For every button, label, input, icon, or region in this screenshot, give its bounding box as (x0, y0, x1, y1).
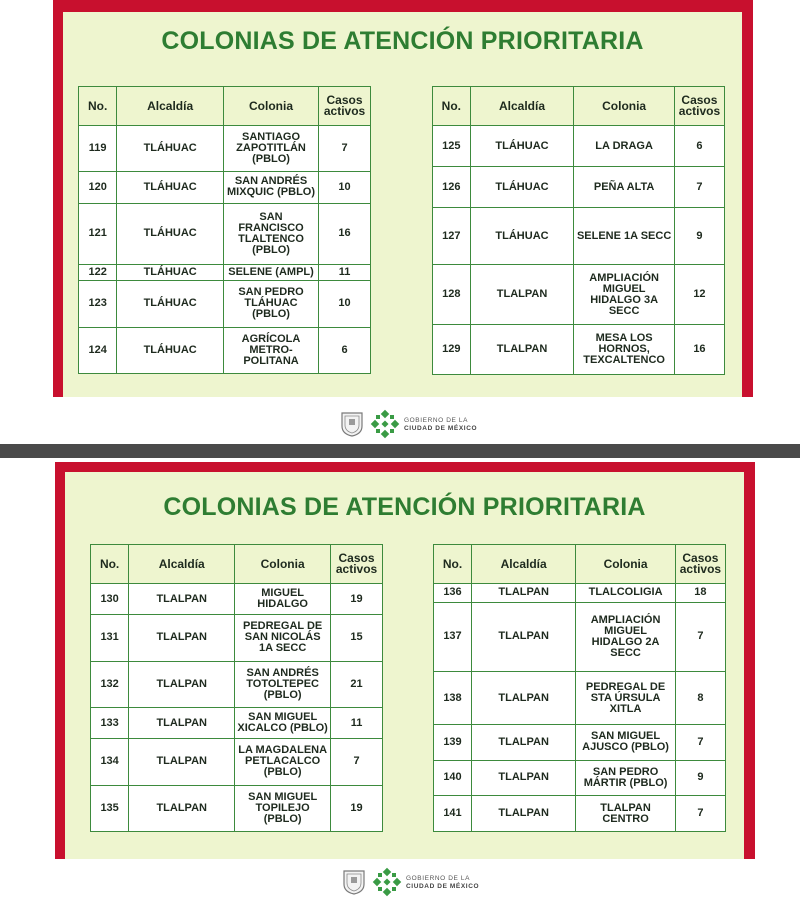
slide-frame (55, 462, 755, 859)
table-row (79, 264, 371, 280)
header-alcaldia: Alcaldía (117, 87, 224, 126)
table-row (79, 281, 371, 327)
cell-casos: 16 (319, 203, 371, 264)
slide-title: COLONIAS DE ATENCIÓN PRIORITARIA (163, 493, 646, 521)
cell-colonia: SAN PEDRO MÁRTIR (PBLO) (576, 760, 676, 796)
table-right (432, 86, 725, 375)
cell-no: 132 (91, 661, 129, 707)
table-header-row (434, 545, 726, 584)
cell-casos: 16 (674, 325, 724, 375)
cdmx-logo-icon (372, 867, 402, 897)
header-colonia: Colonia (574, 87, 675, 126)
table-left (90, 544, 383, 832)
table-header-row (433, 87, 725, 126)
cell-casos: 7 (675, 796, 725, 832)
table-row (434, 584, 726, 603)
header-no: No. (79, 87, 117, 126)
footer-logos (0, 863, 800, 903)
header-no: No. (433, 87, 471, 126)
table-row (79, 172, 371, 203)
cell-no: 138 (434, 672, 472, 725)
header-casos: Casos activos (331, 545, 383, 584)
cell-alcaldia: TLÁHUAC (470, 126, 574, 167)
table-row (433, 126, 725, 167)
table-row (91, 739, 383, 785)
cell-casos: 12 (674, 265, 724, 325)
document-page-1 (0, 0, 800, 444)
cell-colonia: MIGUEL HIDALGO (235, 584, 331, 615)
cell-alcaldia: TLÁHUAC (117, 327, 224, 373)
wordmark-line-2: CIUDAD DE MÉXICO (404, 424, 478, 432)
cell-casos: 6 (319, 327, 371, 373)
cell-colonia: SAN PEDRO TLÁHUAC (PBLO) (223, 281, 318, 327)
cell-casos: 9 (675, 760, 725, 796)
cell-casos: 19 (331, 785, 383, 831)
cell-colonia: MESA LOS HORNOS, TEXCALTENCO (574, 325, 675, 375)
table-row (91, 615, 383, 661)
cell-alcaldia: TLALPAN (129, 584, 235, 615)
cell-no: 129 (433, 325, 471, 375)
table-row (79, 327, 371, 373)
cell-casos: 21 (331, 661, 383, 707)
cell-colonia: AMPLIACIÓN MIGUEL HIDALGO 2A SECC (576, 602, 676, 672)
cell-colonia: SAN FRANCISCO TLALTENCO (PBLO) (223, 203, 318, 264)
cell-no: 120 (79, 172, 117, 203)
table-row (433, 167, 725, 208)
cell-no: 119 (79, 126, 117, 172)
coat-of-arms-icon (340, 411, 364, 437)
document-page-2 (0, 458, 800, 903)
cell-alcaldia: TLALPAN (470, 265, 574, 325)
slide-panel (65, 472, 744, 859)
cell-no: 137 (434, 602, 472, 672)
cell-casos: 8 (675, 672, 725, 725)
cell-colonia: LA MAGDALENA PETLACALCO (PBLO) (235, 739, 331, 785)
cell-no: 130 (91, 584, 129, 615)
slide-panel (63, 12, 742, 397)
cell-no: 125 (433, 126, 471, 167)
cell-alcaldia: TLALPAN (129, 615, 235, 661)
table-row (79, 203, 371, 264)
cell-no: 127 (433, 208, 471, 265)
cell-alcaldia: TLÁHUAC (117, 264, 224, 280)
government-wordmark (406, 875, 479, 890)
header-casos: Casos activos (674, 87, 724, 126)
table-row (433, 265, 725, 325)
cell-casos: 6 (674, 126, 724, 167)
coat-of-arms-icon (342, 869, 366, 895)
cell-alcaldia: TLÁHUAC (470, 208, 574, 265)
header-colonia: Colonia (223, 87, 318, 126)
cell-alcaldia: TLALPAN (472, 602, 576, 672)
table-row (91, 707, 383, 738)
cell-casos: 7 (674, 167, 724, 208)
cell-alcaldia: TLALPAN (472, 584, 576, 603)
table-row (433, 325, 725, 375)
table-row (433, 208, 725, 265)
cell-no: 136 (434, 584, 472, 603)
government-wordmark (404, 417, 477, 432)
table-row (434, 602, 726, 672)
table-left (78, 86, 371, 374)
cell-colonia: PEÑA ALTA (574, 167, 675, 208)
cell-colonia: SAN ANDRÉS TOTOLTEPEC (PBLO) (235, 661, 331, 707)
cell-casos: 7 (319, 126, 371, 172)
table-row (91, 584, 383, 615)
table-row (434, 672, 726, 725)
cell-casos: 7 (331, 739, 383, 785)
header-no: No. (434, 545, 472, 584)
cell-colonia: TLALCOLIGIA (576, 584, 676, 603)
cell-colonia: TLALPAN CENTRO (576, 796, 676, 832)
wordmark-line-1: GOBIERNO DE LA (406, 875, 471, 882)
cell-alcaldia: TLALPAN (472, 760, 576, 796)
cell-colonia: AGRÍCOLA METRO-POLITANA (223, 327, 318, 373)
cell-no: 121 (79, 203, 117, 264)
slide-frame (53, 0, 753, 397)
header-alcaldia: Alcaldía (470, 87, 574, 126)
cell-alcaldia: TLALPAN (472, 725, 576, 761)
cell-colonia: LA DRAGA (574, 126, 675, 167)
cell-colonia: SAN ANDRÉS MIXQUIC (PBLO) (223, 172, 318, 203)
cell-casos: 19 (331, 584, 383, 615)
cell-colonia: SELENE (AMPL) (223, 264, 318, 280)
cell-no: 133 (91, 707, 129, 738)
header-alcaldia: Alcaldía (472, 545, 576, 584)
cell-no: 122 (79, 264, 117, 280)
cell-casos: 15 (331, 615, 383, 661)
header-casos: Casos activos (319, 87, 371, 126)
table-row (91, 785, 383, 831)
cell-no: 140 (434, 760, 472, 796)
table-row (79, 126, 371, 172)
cell-colonia: SAN MIGUEL AJUSCO (PBLO) (576, 725, 676, 761)
cell-no: 128 (433, 265, 471, 325)
cell-casos: 10 (319, 281, 371, 327)
wordmark-line-2: CIUDAD DE MÉXICO (406, 882, 480, 890)
cell-no: 124 (79, 327, 117, 373)
cell-casos: 11 (319, 264, 371, 280)
cell-alcaldia: TLÁHUAC (117, 203, 224, 264)
cell-alcaldia: TLÁHUAC (117, 126, 224, 172)
cell-casos: 7 (675, 725, 725, 761)
cell-colonia: SANTIAGO ZAPOTITLÁN (PBLO) (223, 126, 318, 172)
cell-colonia: SAN MIGUEL XICALCO (PBLO) (235, 707, 331, 738)
cell-casos: 18 (675, 584, 725, 603)
cell-alcaldia: TLALPAN (129, 785, 235, 831)
table-header-row (79, 87, 371, 126)
cell-colonia: PEDREGAL DE SAN NICOLÁS 1A SECC (235, 615, 331, 661)
cell-alcaldia: TLÁHUAC (470, 167, 574, 208)
header-no: No. (91, 545, 129, 584)
cell-colonia: AMPLIACIÓN MIGUEL HIDALGO 3A SECC (574, 265, 675, 325)
wordmark-line-1: GOBIERNO DE LA (404, 417, 469, 424)
cell-casos: 9 (674, 208, 724, 265)
table-row (434, 725, 726, 761)
cell-alcaldia: TLALPAN (129, 661, 235, 707)
table-row (434, 760, 726, 796)
cell-no: 139 (434, 725, 472, 761)
cdmx-logo-icon (370, 409, 400, 439)
header-alcaldia: Alcaldía (129, 545, 235, 584)
cell-casos: 10 (319, 172, 371, 203)
cell-alcaldia: TLALPAN (129, 707, 235, 738)
table-row (91, 661, 383, 707)
cell-no: 134 (91, 739, 129, 785)
cell-alcaldia: TLÁHUAC (117, 172, 224, 203)
cell-no: 123 (79, 281, 117, 327)
cell-no: 135 (91, 785, 129, 831)
cell-colonia: SAN MIGUEL TOPILEJO (PBLO) (235, 785, 331, 831)
table-right (433, 544, 726, 832)
cell-alcaldia: TLALPAN (472, 796, 576, 832)
cell-no: 141 (434, 796, 472, 832)
header-casos: Casos activos (675, 545, 725, 584)
cell-no: 131 (91, 615, 129, 661)
cell-casos: 11 (331, 707, 383, 738)
cell-colonia: SELENE 1A SECC (574, 208, 675, 265)
cell-no: 126 (433, 167, 471, 208)
table-header-row (91, 545, 383, 584)
header-colonia: Colonia (235, 545, 331, 584)
cell-alcaldia: TLALPAN (472, 672, 576, 725)
cell-alcaldia: TLALPAN (129, 739, 235, 785)
slide-title: COLONIAS DE ATENCIÓN PRIORITARIA (161, 27, 644, 55)
cell-alcaldia: TLÁHUAC (117, 281, 224, 327)
footer-logos (0, 405, 800, 445)
table-row (434, 796, 726, 832)
cell-casos: 7 (675, 602, 725, 672)
cell-colonia: PEDREGAL DE STA ÚRSULA XITLA (576, 672, 676, 725)
header-colonia: Colonia (576, 545, 676, 584)
cell-alcaldia: TLALPAN (470, 325, 574, 375)
